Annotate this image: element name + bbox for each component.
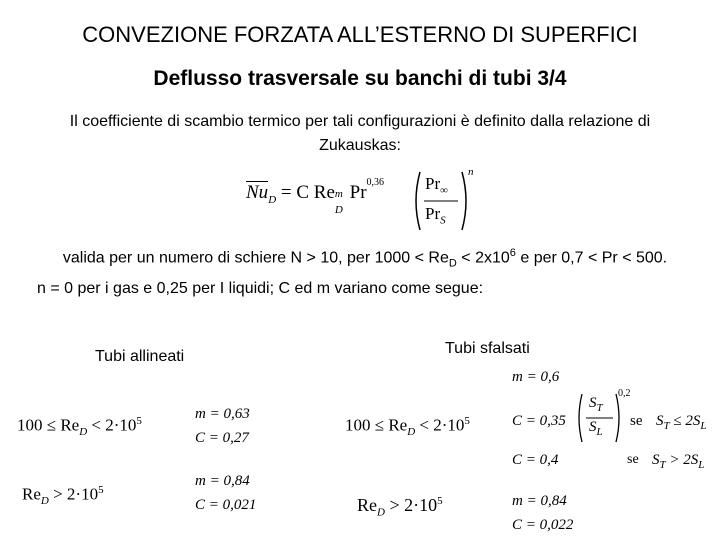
c1-exp: 0,2 [618,388,631,399]
stag-r1-exp: 5 [464,415,470,427]
aligned-r2-exp: 5 [98,484,104,496]
aligned-c1: C = 0,27 [195,430,249,446]
st-sl-ratio [576,388,631,446]
validity-sub: D [448,257,457,270]
cond2-rel: > 2S [665,452,699,468]
stag-r2-rel: > 2·10 [384,495,438,515]
stag-r2-sub: D [377,506,385,519]
staggered-c2: C = 0,4 [512,452,559,468]
frac-num [425,174,448,196]
cond1-a: S [656,413,664,429]
aligned-m1: m = 0,63 [195,406,250,422]
aligned-r1-rel: < 2·10 [87,415,137,435]
cond2-a-sub: T [659,459,666,471]
cond2-se: se [627,452,639,467]
intro-line-1: Il coefficiente di scambio termico per tali configurazioni è definito dalla relazione di [69,113,651,130]
staggered-c1-prefix [512,413,566,430]
validity-part2: < 2x10 [456,249,510,267]
aligned-heading: Tubi allineati [95,348,185,365]
cond1-se: se [630,413,643,429]
sl-letter: S [589,419,597,435]
staggered-c2-final: C = 0,022 [512,517,574,533]
aligned-r2-rel: > 2·10 [48,484,99,504]
aligned-r2-sub: D [40,495,49,508]
aligned-range2 [22,484,104,507]
re-sup: m [334,188,343,200]
outer-exp: n [468,166,474,178]
cond2-b-sub: L [698,459,705,471]
eq-rhs: = C Re [280,182,335,203]
stag-r2-prefix: Re [357,495,377,515]
sl-den [589,419,603,438]
n-line: n = 0 per i gas e 0,25 per I liquidi; C ed m variano come segue: [37,280,484,297]
re-sub: D [334,204,343,216]
slide-subtitle: Deflusso trasversale su banchi di tubi 3/4 [153,67,567,90]
staggered-m1: m = 0,6 [512,369,560,385]
intro-line-2: Zukauskas: [319,137,401,154]
cond1-a-sub: T [663,420,670,432]
cond1-b-sub: L [700,420,707,432]
frac-den-sub: S [440,214,446,227]
cond1-rel: ≤ 2S [669,413,701,429]
pr-symbol: Pr [349,182,367,203]
st-sub: T [596,402,603,414]
cond2-a: S [652,452,660,468]
stag-r1-rel: < 2·10 [415,415,465,435]
cond1 [656,413,706,432]
validity-sup: 6 [509,247,516,259]
aligned-range1 [17,415,142,438]
stag-c1-text: C = 0,35 [512,413,566,429]
aligned-c2: C = 0,021 [195,497,257,513]
pr-ratio [412,168,472,234]
nu-bar: Nu [246,182,269,203]
frac-num-pr: Pr [425,174,441,193]
validity-part3: e per 0,7 < Pr < 500. [515,249,668,267]
sl-sub: L [596,426,603,438]
staggered-range1 [345,415,470,438]
slide-title: CONVEZIONE FORZATA ALL’ESTERNO DI SUPERFICI [82,22,638,47]
st-num [589,395,603,414]
staggered-heading: Tubi sfalsati [445,340,530,357]
staggered-range2 [357,495,443,519]
pr-exp: 0,36 [366,176,385,188]
aligned-r2-prefix: Re [22,484,41,504]
formula-lhs [246,176,385,216]
intro-text [20,110,700,158]
stag-r1-prefix: 100 ≤ Re [345,415,408,435]
st-letter: S [589,395,597,411]
staggered-m2: m = 0,84 [512,493,567,509]
zukauskas-formula [242,168,482,234]
validity-text [20,242,710,275]
frac-num-sub: ∞ [440,184,448,197]
aligned-m2: m = 0,84 [195,473,250,489]
nu-sub: D [268,193,277,206]
cond2 [652,452,704,471]
frac-den [425,204,446,226]
frac-den-pr: Pr [425,204,441,223]
aligned-r1-prefix: 100 ≤ Re [17,415,80,435]
aligned-r1-exp: 5 [136,415,142,427]
validity-part1: valida per un numero di schiere N > 10, per 1000 < Re [62,249,449,267]
stag-r2-exp: 5 [437,495,443,507]
aligned-r1-sub: D [79,426,88,439]
stag-r1-sub: D [407,426,416,439]
